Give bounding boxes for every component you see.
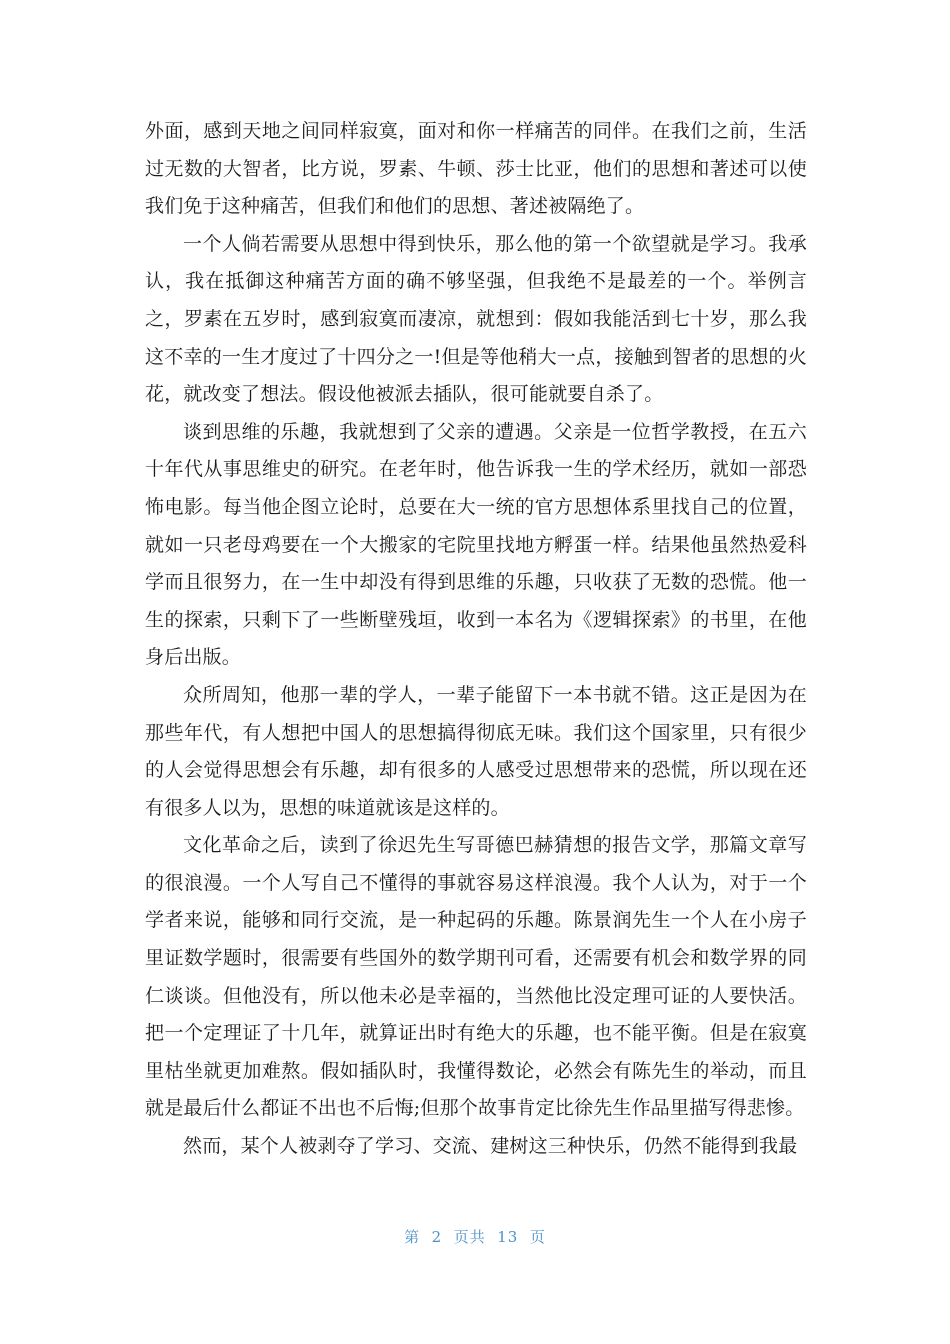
page-number-footer: 第 2 页共 13 页 (404, 1228, 546, 1246)
paragraph-6: 然而，某个人被剥夺了学习、交流、建树这三种快乐，仍然不能得到我最 (183, 1135, 798, 1158)
paragraph-5: 文化革命之后，读到了徐迟先生写哥德巴赫猜想的报告文学，那篇文章写的很浪漫。一个人写自己不懂得的事就容易这样浪漫。我个人认为，对于一个学者来说，能够和同行交流，是一种起码的乐趣。陈景润先生一个人在小房子里证数学题时，很需要有些国外的数学期刊可看，还需要有机会和数学界的同仁谈谈。但他没有，所以他未必是幸福的，当然他比没定理可证的人要快活。把一个定理证了十几年，就算证出时有绝大的乐趣，也不能平衡。但是在寂寞里枯坐就更加难熬。假如插队时，我懂得数论，必然会有陈先生的举动，而且就是最后什么都证不出也不后悔;但那个故事肯定比徐先生作品里描写得悲惨。 (145, 834, 807, 1120)
paragraph-4: 众所周知，他那一辈的学人，一辈子能留下一本书就不错。这正是因为在那些年代，有人想把中国人的思想搞得彻底无味。我们这个国家里，只有很少的人会觉得思想会有乐趣，却有很多的人感受过思想带来的恐慌，所以现在还有很多人以为，思想的味道就该是这样的。 (145, 683, 807, 819)
paragraph-1: 外面，感到天地之间同样寂寞，面对和你一样痛苦的同伴。在我们之前，生活过无数的大智者，比方说，罗素、牛顿、莎士比亚，他们的思想和著述可以使我们免于这种痛苦，但我们和他们的思想、著述被隔绝了。 (145, 120, 807, 218)
paragraph-3: 谈到思维的乐趣，我就想到了父亲的遭遇。父亲是一位哲学教授，在五六十年代从事思维史的研究。在老年时，他告诉我一生的学术经历，就如一部恐怖电影。每当他企图立论时，总要在大一统的官方思想体系里找自己的位置，就如一只老母鸡要在一个大搬家的宅院里找地方孵蛋一样。结果他虽然热爱科学而且很努力，在一生中却没有得到思维的乐趣，只收获了无数的恐慌。他一生的探索，只剩下了一些断壁残垣，收到一本名为《逻辑探索》的书里，在他身后出版。 (145, 420, 807, 669)
paragraph-2: 一个人倘若需要从思想中得到快乐，那么他的第一个欲望就是学习。我承认，我在抵御这种痛苦方面的确不够坚强，但我绝不是最差的一个。举例言之，罗素在五岁时，感到寂寞而凄凉，就想到：假如我能活到七十岁，那么我这不幸的一生才度过了十四分之一!但是等他稍大一点，接触到智者的思想的火花，就改变了想法。假设他被派去插队，很可能就要自杀了。 (145, 232, 807, 406)
document-body (145, 113, 807, 1166)
